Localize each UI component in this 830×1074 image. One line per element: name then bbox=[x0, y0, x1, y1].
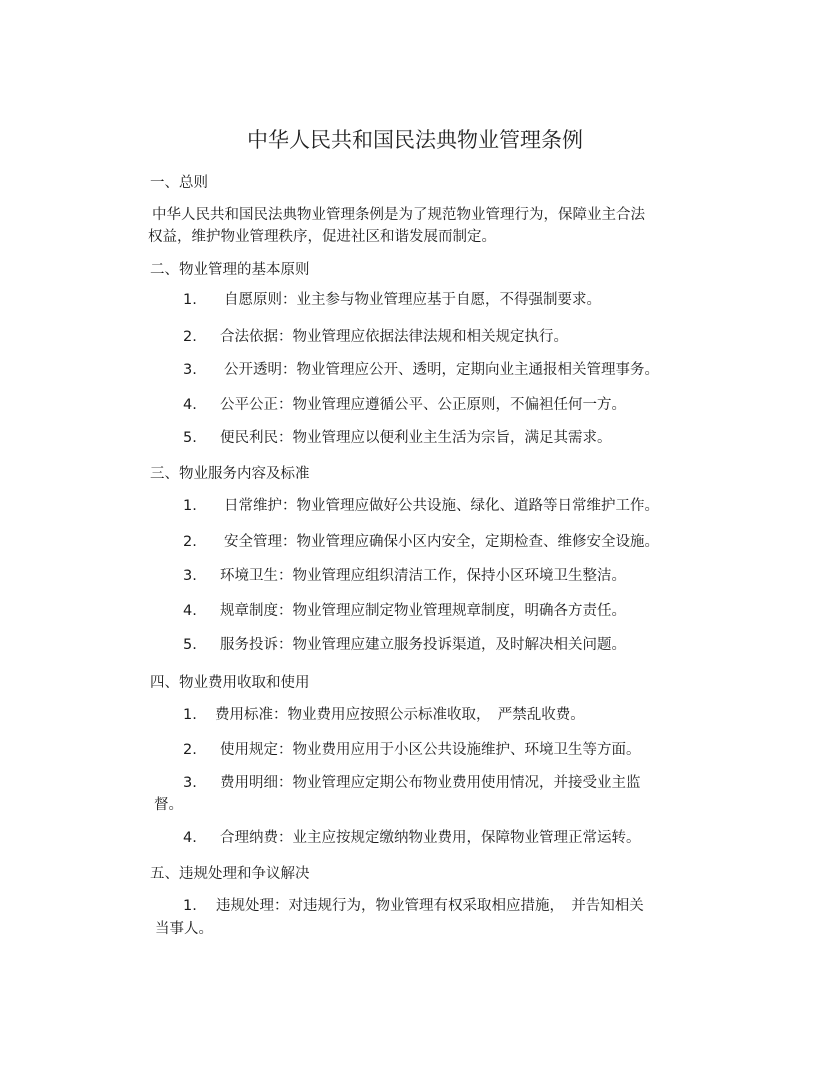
section-heading: 二、物业管理的基本原则 bbox=[150, 262, 310, 278]
list-number: 1. bbox=[183, 498, 197, 514]
list-number: 4. bbox=[183, 603, 197, 619]
section-heading: 一、总则 bbox=[150, 175, 208, 191]
section-heading: 四、物业费用收取和使用 bbox=[150, 675, 310, 691]
list-item-continuation: 当事人。 bbox=[155, 921, 213, 937]
section-heading: 三、物业服务内容及标准 bbox=[150, 466, 310, 482]
list-item: 费用标准：物业费用应按照公示标准收取， 严禁乱收费。 bbox=[215, 707, 585, 723]
list-item: 服务投诉：物业管理应建立服务投诉渠道，及时解决相关问题。 bbox=[220, 637, 626, 653]
list-item: 规章制度：物业管理应制定物业管理规章制度，明确各方责任。 bbox=[220, 603, 626, 619]
list-item-continuation: 督。 bbox=[154, 797, 183, 813]
list-item: 合理纳费：业主应按规定缴纳物业费用，保障物业管理正常运转。 bbox=[220, 830, 641, 846]
list-item: 费用明细：物业管理应定期公布物业费用使用情况，并接受业主监 bbox=[220, 775, 641, 791]
list-number: 2. bbox=[183, 534, 197, 550]
list-number: 4. bbox=[183, 830, 197, 846]
document-title: 中华人民共和国民法典物业管理条例 bbox=[247, 128, 583, 152]
list-number: 3. bbox=[183, 775, 197, 791]
list-number: 5. bbox=[183, 430, 197, 446]
list-number: 2. bbox=[183, 742, 197, 758]
paragraph-line: 中华人民共和国民法典物业管理条例是为了规范物业管理行为，保障业主合法 bbox=[152, 207, 645, 223]
paragraph-line: 权益，维护物业管理秩序，促进社区和谐发展而制定。 bbox=[148, 229, 496, 245]
list-item: 环境卫生：物业管理应组织清洁工作，保持小区环境卫生整洁。 bbox=[220, 568, 626, 584]
list-number: 1. bbox=[183, 898, 197, 914]
list-item: 日常维护：物业管理应做好公共设施、绿化、道路等日常维护工作。 bbox=[224, 498, 659, 514]
list-item: 自愿原则：业主参与物业管理应基于自愿，不得强制要求。 bbox=[224, 292, 601, 308]
list-item: 合法依据：物业管理应依据法律法规和相关规定执行。 bbox=[220, 329, 568, 345]
list-number: 1. bbox=[183, 707, 197, 723]
list-number: 3. bbox=[183, 362, 197, 378]
list-number: 4. bbox=[183, 397, 197, 413]
list-item: 便民利民：物业管理应以便利业主生活为宗旨，满足其需求。 bbox=[220, 430, 612, 446]
list-item: 违规处理：对违规行为，物业管理有权采取相应措施， 并告知相关 bbox=[216, 898, 644, 914]
list-item: 安全管理：物业管理应确保小区内安全，定期检查、维修安全设施。 bbox=[224, 534, 659, 550]
list-item: 公开透明：物业管理应公开、透明，定期向业主通报相关管理事务。 bbox=[224, 362, 659, 378]
list-number: 1. bbox=[183, 292, 197, 308]
list-item: 使用规定：物业费用应用于小区公共设施维护、环境卫生等方面。 bbox=[220, 742, 641, 758]
list-number: 5. bbox=[183, 637, 197, 653]
list-number: 3. bbox=[183, 568, 197, 584]
list-number: 2. bbox=[183, 329, 197, 345]
list-item: 公平公正：物业管理应遵循公平、公正原则，不偏袒任何一方。 bbox=[220, 397, 626, 413]
section-heading: 五、违规处理和争议解决 bbox=[150, 866, 310, 882]
